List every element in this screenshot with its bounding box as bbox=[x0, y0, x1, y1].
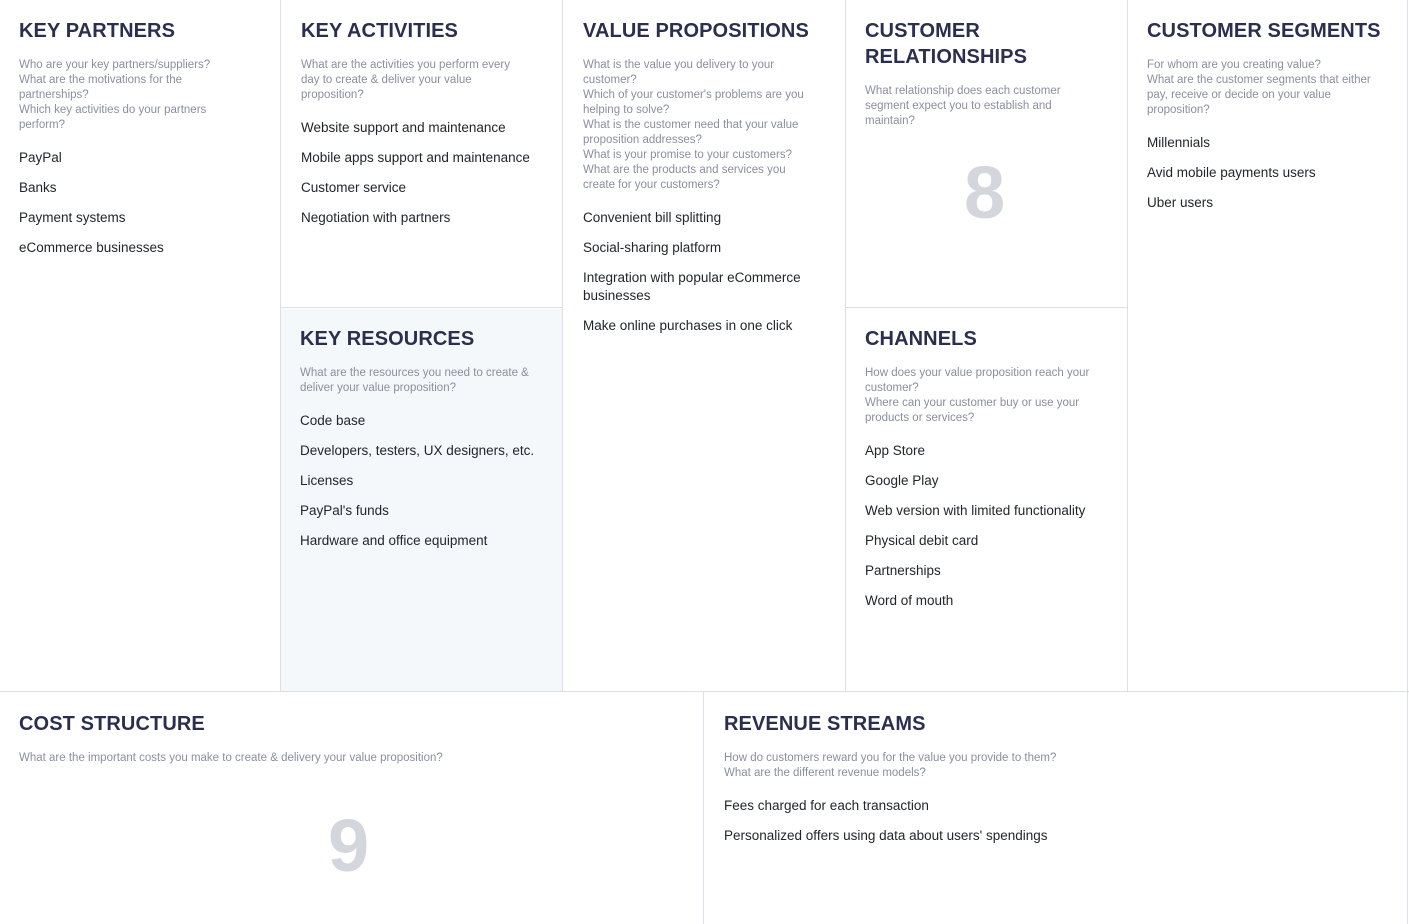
divider bbox=[1127, 0, 1128, 691]
key-resources-title: KEY RESOURCES bbox=[300, 328, 475, 350]
customer-segments-title: CUSTOMER SEGMENTS bbox=[1147, 20, 1381, 42]
list-item: Millennials bbox=[1147, 135, 1211, 150]
list-item: eCommerce businesses bbox=[19, 240, 164, 255]
channels-block bbox=[846, 309, 1126, 691]
list-item: Social-sharing platform bbox=[583, 240, 722, 255]
key-resources-description: What are the resources you need to create & deliver your value proposition? bbox=[300, 367, 529, 394]
list-item: Google Play bbox=[865, 473, 939, 488]
list-item: Physical debit card bbox=[865, 533, 979, 548]
list-item: Personalized offers using data about users' spendings bbox=[724, 828, 1048, 843]
value-propositions-title: VALUE PROPOSITIONS bbox=[583, 20, 809, 42]
list-item: Web version with limited functionality bbox=[865, 503, 1086, 518]
key-resources-block bbox=[281, 309, 562, 691]
cost-structure-description: What are the important costs you make to create & delivery your value proposition? bbox=[19, 752, 443, 764]
divider bbox=[703, 692, 704, 924]
customer-relationships-block bbox=[846, 0, 1126, 307]
key-partners-block bbox=[0, 0, 280, 691]
list-item: App Store bbox=[865, 443, 926, 458]
cost-structure-block bbox=[0, 693, 703, 924]
customer-segments-list bbox=[1147, 134, 1391, 212]
list-item: Code base bbox=[300, 413, 366, 428]
divider bbox=[281, 307, 563, 308]
list-item: Website support and maintenance bbox=[301, 120, 506, 135]
list-item: Fees charged for each transaction bbox=[724, 798, 929, 813]
list-item: Word of mouth bbox=[865, 593, 954, 608]
list-item: Customer service bbox=[301, 180, 407, 195]
customer-relationships-title: CUSTOMER RELATIONSHIPS bbox=[865, 20, 1028, 68]
cost-structure-title: COST STRUCTURE bbox=[19, 713, 205, 735]
key-partners-title: KEY PARTNERS bbox=[19, 20, 176, 42]
key-partners-description: Who are your key partners/suppliers? What are the motivations for the partnerships? Which key activities do your partners perform? bbox=[19, 59, 211, 131]
list-item: Convenient bill splitting bbox=[583, 210, 722, 225]
key-activities-description: What are the activities you perform every day to create & deliver your value proposition? bbox=[301, 59, 510, 101]
cost-structure-number: 9 bbox=[328, 804, 370, 887]
key-resources-list bbox=[300, 412, 544, 550]
divider bbox=[845, 0, 846, 691]
list-item: Payment systems bbox=[19, 210, 126, 225]
value-propositions-list bbox=[583, 209, 823, 335]
revenue-streams-list bbox=[724, 797, 1391, 845]
list-item: PayPal bbox=[19, 150, 62, 165]
list-item: Uber users bbox=[1147, 195, 1214, 210]
list-item: Negotiation with partners bbox=[301, 210, 451, 225]
divider bbox=[562, 0, 563, 691]
list-item: Banks bbox=[19, 180, 57, 195]
divider bbox=[1407, 0, 1408, 924]
revenue-streams-block bbox=[705, 693, 1409, 924]
channels-list bbox=[865, 442, 1108, 610]
customer-relationships-number: 8 bbox=[964, 151, 1006, 234]
key-activities-list bbox=[301, 119, 544, 227]
list-item: Integration with popular eCommerce businesses bbox=[583, 270, 801, 303]
divider bbox=[846, 307, 1127, 308]
list-item: Hardware and office equipment bbox=[300, 533, 488, 548]
revenue-streams-description: How do customers reward you for the value you provide to them? What are the different revenue models? bbox=[724, 752, 1057, 779]
key-partners-list bbox=[19, 149, 262, 257]
channels-description: How does your value proposition reach your customer? Where can your customer buy or use your products or services? bbox=[865, 367, 1090, 424]
value-propositions-description: What is the value you delivery to your customer? Which of your customer's problems are you helping to solve? What is the customer need that your value proposition addresses? What is your promise to your customers? What are the products and services you create for your customers? bbox=[583, 59, 804, 191]
customer-relationships-description: What relationship does each customer segment expect you to establish and maintain? bbox=[865, 85, 1061, 127]
customer-segments-description: For whom are you creating value? What are the customer segments that either pay, receive or decide on your value proposition? bbox=[1147, 59, 1371, 116]
list-item: Partnerships bbox=[865, 563, 941, 578]
key-activities-title: KEY ACTIVITIES bbox=[301, 20, 458, 42]
revenue-streams-title: REVENUE STREAMS bbox=[724, 713, 926, 735]
value-propositions-block bbox=[564, 0, 845, 691]
channels-title: CHANNELS bbox=[865, 328, 977, 350]
key-activities-block bbox=[282, 0, 562, 307]
list-item: Avid mobile payments users bbox=[1147, 165, 1316, 180]
list-item: PayPal's funds bbox=[300, 503, 389, 518]
list-item: Licenses bbox=[300, 473, 354, 488]
list-item: Mobile apps support and maintenance bbox=[301, 150, 530, 165]
divider bbox=[280, 0, 281, 691]
customer-segments-block bbox=[1128, 0, 1409, 691]
list-item: Developers, testers, UX designers, etc. bbox=[300, 443, 535, 458]
list-item: Make online purchases in one click bbox=[583, 318, 793, 333]
divider bbox=[0, 691, 1409, 692]
